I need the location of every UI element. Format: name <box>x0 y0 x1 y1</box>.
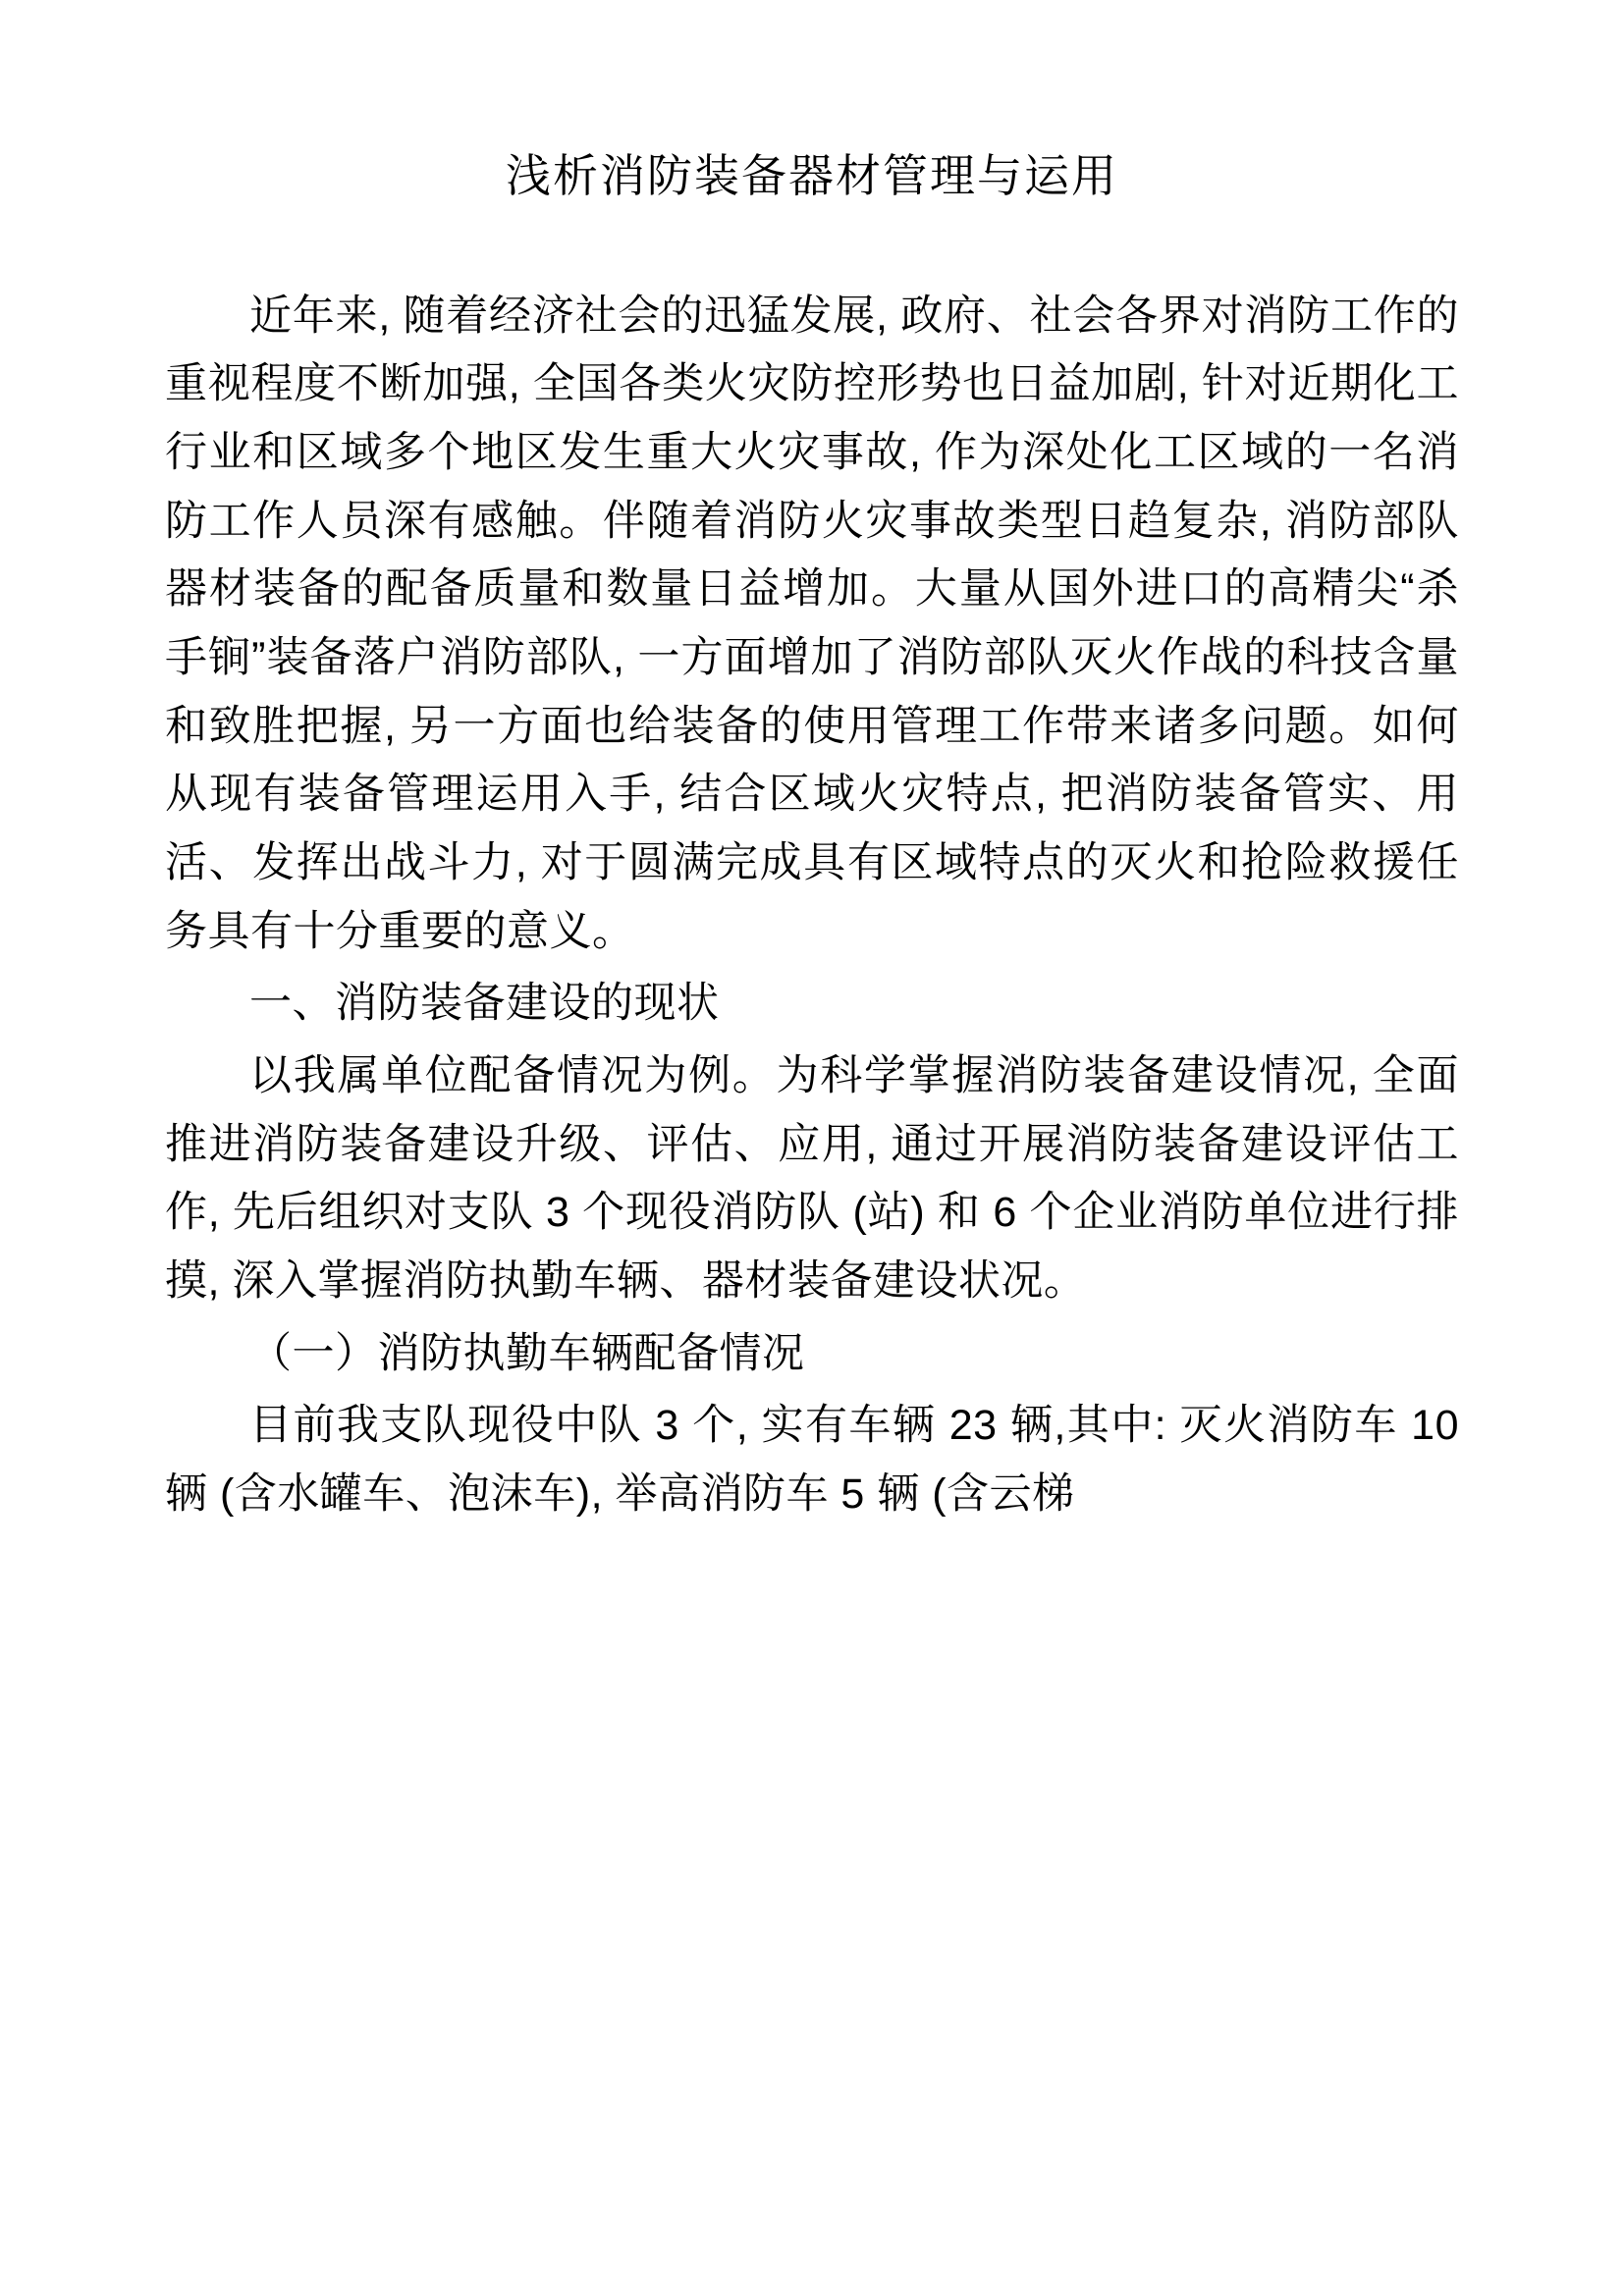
paragraph: 目前我支队现役中队 3 个, 实有车辆 23 辆,其中: 灭火消防车 10 辆 (含水罐车、泡沫车), 举高消防车 5 辆 (含云梯 <box>165 1402 1459 1518</box>
paragraph: （一）消防执勤车辆配备情况 <box>249 1329 805 1377</box>
page-title: 浅析消防装备器材管理与运用 <box>506 150 1118 201</box>
paragraph: 近年来, 随着经济社会的迅猛发展, 政府、社会各界对消防工作的重视程度不断加强, 全国各类火灾防控形势也日益加剧, 针对近期化工行业和区域多个地区发生重大火灾事故, 作为深处化工区域的一名消防工作人员深有感触。伴随着消防火灾事故类型日趋复杂, 消防部队器材装备的配备质量和数量日益增加。大量从国外进口的高精尖“杀手锏”装备落户消防部队, 一方面增加了消防部队灭火作战的科技含量和致胜把握, 另一方面也给装备的使用管理工作带来诸多问题。如何从现有装备管理运用入手, 结合区域火灾特点, 把消防装备管实、用活、发挥出战斗力, 对于圆满完成具有区域特点的灭火和抢险救援任务具有十分重要的意义。 <box>165 292 1459 955</box>
paragraph: 以我属单位配备情况为例。为科学掌握消防装备建设情况, 全面推进消防装备建设升级、评估、应用, 通过开展消防装备建设评估工作, 先后组织对支队 3 个现役消防队 (站) 和 6 个企业消防单位进行排摸, 深入掌握消防执勤车辆、器材装备建设状况。 <box>165 1052 1459 1305</box>
paragraph: 一、消防装备建设的现状 <box>249 980 720 1028</box>
document-body <box>165 283 1459 1529</box>
